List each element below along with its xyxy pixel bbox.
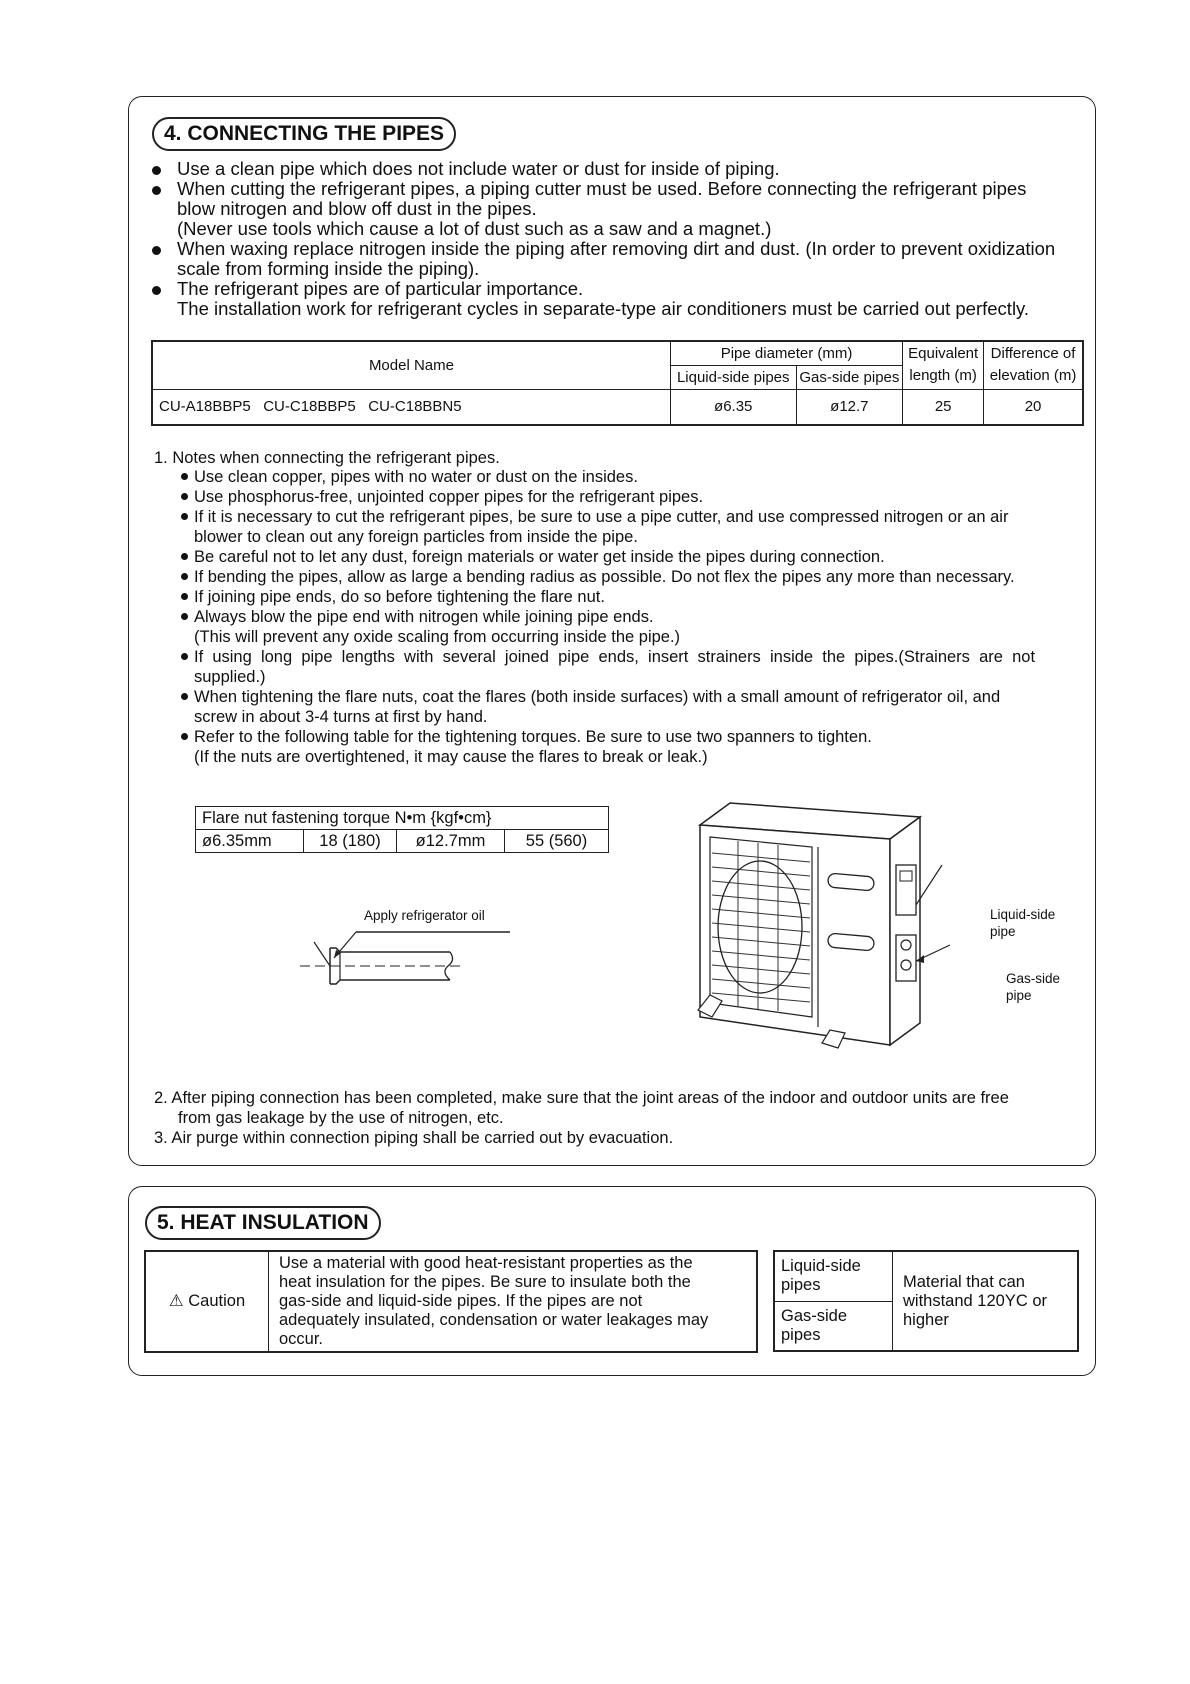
caution-label: ⚠ Caution: [145, 1251, 269, 1352]
liquid-side-pipes-cell: Liquid-side pipes: [774, 1251, 893, 1301]
note-text: supplied.): [194, 668, 266, 686]
note-text: screw in about 3-4 turns at first by hand.: [194, 708, 488, 726]
pipe-diameter-header: Pipe diameter (mm): [670, 341, 902, 365]
note-text: Refer to the following table for the tightening torques. Be sure to use two spanners to tighten.: [194, 728, 872, 746]
note-dot: [181, 613, 188, 620]
bullet-text: The refrigerant pipes are of particular importance.: [177, 278, 584, 299]
oil-label: Apply refrigerator oil: [364, 908, 485, 923]
note-dot: [181, 733, 188, 740]
note-text: Be careful not to let any dust, foreign materials or water get inside the pipes during connection.: [194, 548, 885, 566]
gas-diameter-cell: ø12.7: [796, 389, 903, 425]
bullet-text: (Never use tools which cause a lot of dust such as a saw and a magnet.): [177, 218, 772, 239]
note-text: Use phosphorus-free, unjointed copper pipes for the refrigerant pipes.: [194, 488, 704, 506]
gas-side-pipe-label: Gas-side pipe: [1006, 971, 1061, 1003]
material-requirement-cell: Material that can withstand 120ΥC or higher: [893, 1251, 1079, 1351]
note-text: If bending the pipes, allow as large a bending radius as possible. Do not flex the pipes any more than necessary.: [194, 568, 1015, 586]
bullet-dot: [152, 166, 161, 175]
note-text: If it is necessary to cut the refrigerant pipes, be sure to use a pipe cutter, and use compressed nitrogen or an air: [194, 508, 1009, 526]
note-text: (This will prevent any oxide scaling from occurring inside the pipe.): [194, 628, 681, 646]
note-dot: [181, 493, 188, 500]
footer-note-2: 2. After piping connection has been completed, make sure that the joint areas of the indoor and outdoor units are free: [154, 1089, 1009, 1107]
insulation-material-table: [773, 1250, 1079, 1352]
torque-table: [195, 806, 609, 853]
bullet-text: When waxing replace nitrogen inside the piping after removing dirt and dust. (In order to prevent oxidization: [177, 238, 1056, 259]
note-dot: [181, 573, 188, 580]
model-names-cell: CU-A18BBP5 CU-C18BBP5 CU-C18BBN5: [152, 389, 670, 425]
bullet-text: blow nitrogen and blow off dust in the pipes.: [177, 198, 537, 219]
liquid-side-header: Liquid-side pipes: [670, 365, 796, 389]
note-text: If using long pipe lengths with several joined pipe ends, insert strainers inside the pipes.(Strainers are not: [194, 648, 1036, 666]
note-text: If joining pipe ends, do so before tightening the flare nut.: [194, 588, 605, 606]
section-5-title: 5. HEAT INSULATION: [145, 1206, 381, 1240]
note-text: When tightening the flare nuts, coat the flares (both inside surfaces) with a small amount of refrigerator oil, and: [194, 688, 1001, 706]
caution-text: Use a material with good heat-resistant properties as the heat insulation for the pipes. Be sure to insulate both the gas-side and liquid-side pipes. If the pipes are not adequately insulated, condensation or water leakages may occur.: [269, 1251, 758, 1352]
gas-side-header: Gas-side pipes: [796, 365, 903, 389]
torque-header: Flare nut fastening torque N•m {kgf•cm}: [196, 807, 609, 830]
section-4-title: 4. CONNECTING THE PIPES: [152, 117, 456, 151]
model-name-header: Model Name: [152, 341, 670, 389]
pipe-spec-table: [151, 340, 1084, 426]
note-text: blower to clean out any foreign particles from inside the pipe.: [194, 528, 638, 546]
equivalent-length-cell: 25: [903, 389, 984, 425]
bullet-dot: [152, 246, 161, 255]
elevation-cell: 20: [984, 389, 1083, 425]
liquid-side-pipe-label: Liquid-side pipe: [990, 907, 1056, 939]
notes-heading: 1. Notes when connecting the refrigerant pipes.: [154, 449, 500, 467]
footer-note-3: 3. Air purge within connection piping shall be carried out by evacuation.: [154, 1129, 674, 1147]
note-text: Always blow the pipe end with nitrogen while joining pipe ends.: [194, 608, 654, 626]
elevation-header: Difference of elevation (m): [984, 341, 1083, 389]
bullet-text: The installation work for refrigerant cycles in separate-type air conditioners must be carried out perfectly.: [177, 298, 1030, 319]
note-text: (If the nuts are overtightened, it may cause the flares to break or leak.): [194, 748, 708, 766]
gas-side-pipes-cell: Gas-side pipes: [774, 1301, 893, 1351]
equivalent-length-header: Equivalent length (m): [903, 341, 984, 389]
note-dot: [181, 553, 188, 560]
bullet-text: Use a clean pipe which does not include water or dust for inside of piping.: [177, 158, 780, 179]
liquid-diameter-cell: ø6.35: [670, 389, 796, 425]
torque-size-2: ø12.7mm: [397, 830, 505, 853]
bullet-text: When cutting the refrigerant pipes, a piping cutter must be used. Before connecting the refrigerant pipes: [177, 178, 1027, 199]
caution-table: [144, 1250, 758, 1353]
torque-value-2: 55 (560): [505, 830, 609, 853]
bullet-dot: [152, 286, 161, 295]
bullet-text: scale from forming inside the piping).: [177, 258, 480, 279]
note-dot: [181, 473, 188, 480]
note-dot: [181, 693, 188, 700]
note-dot: [181, 513, 188, 520]
note-dot: [181, 653, 188, 660]
torque-value-1: 18 (180): [304, 830, 397, 853]
note-text: Use clean copper, pipes with no water or dust on the insides.: [194, 468, 638, 486]
footer-note-2-cont: from gas leakage by the use of nitrogen, etc.: [178, 1109, 504, 1127]
bullet-dot: [152, 186, 161, 195]
note-dot: [181, 593, 188, 600]
outdoor-unit-illustration: [680, 795, 950, 1060]
pipe-flare-diagram: [300, 920, 520, 995]
torque-size-1: ø6.35mm: [196, 830, 304, 853]
